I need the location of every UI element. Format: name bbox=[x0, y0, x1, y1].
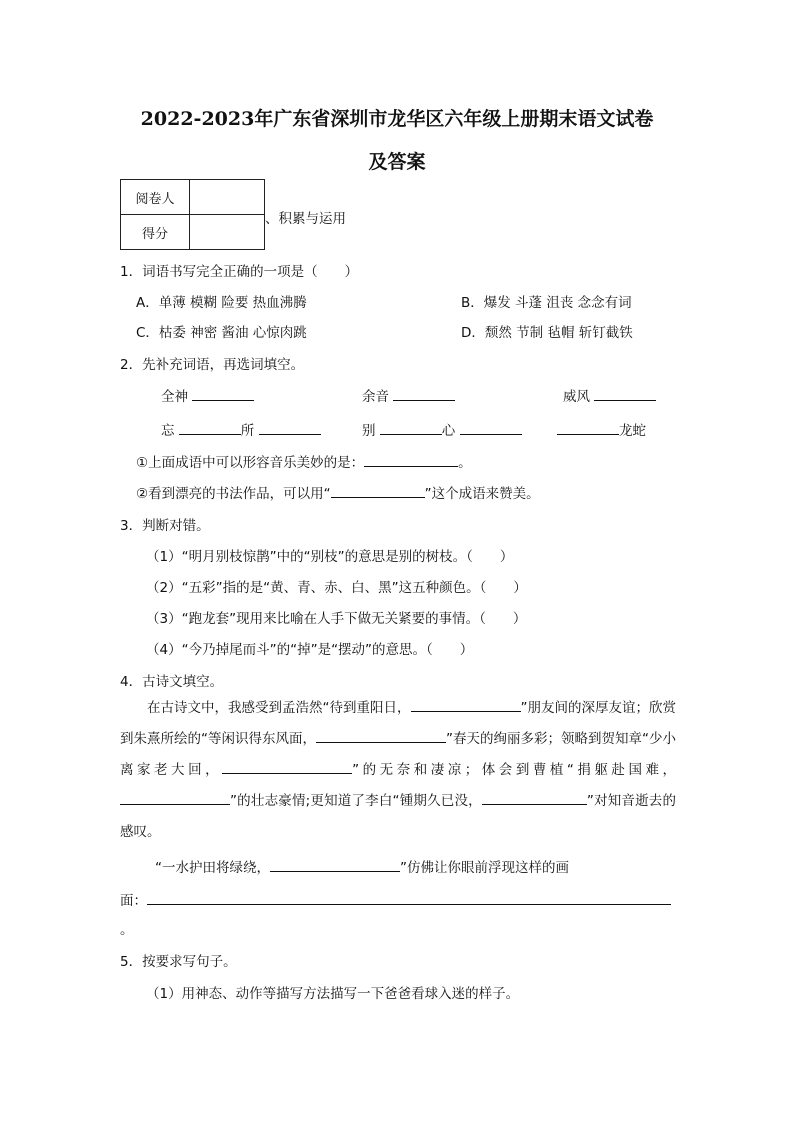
q2-sentence-1 bbox=[136, 451, 472, 471]
q1-option-b[interactable]: B．爆发 斗蓬 沮丧 念念有词 bbox=[461, 295, 632, 311]
q2-word-1 bbox=[161, 385, 254, 405]
q2-sentence-1-text: ①上面成语中可以形容音乐美妙的是： bbox=[136, 455, 365, 471]
exam-title-line-1: 2022-2023年广东省深圳市龙华区六年级上册期末语文试卷 bbox=[140, 108, 654, 130]
q2-sentence-2-text: ②看到漂亮的书法作品，可以用“ bbox=[136, 486, 331, 502]
q1-option-d[interactable]: D．颓然 节制 毡帽 斩钉截铁 bbox=[461, 325, 633, 341]
q2-sentence-1-blank[interactable] bbox=[364, 452, 458, 467]
q4-poem-line bbox=[155, 856, 569, 876]
q4-picture-label: 面： bbox=[120, 893, 147, 909]
q2-blank-4b[interactable] bbox=[259, 420, 321, 435]
q2-word-1-text: 全神 bbox=[161, 389, 188, 405]
q4-text-1: 在古诗文中，我感受到孟浩然“待到重阳日， bbox=[147, 700, 411, 716]
q4-stem: 4．古诗文填空。 bbox=[120, 674, 224, 690]
q4-blank-3[interactable] bbox=[222, 759, 352, 774]
q2-word-4 bbox=[161, 419, 321, 439]
q4-blank-2[interactable] bbox=[316, 728, 446, 743]
q4-blank-1[interactable] bbox=[411, 697, 521, 712]
q3-item-4: （4）“今乃掉尾而斗”的“掉”是“摆动”的意思。（ ） bbox=[146, 642, 474, 658]
q2-word-3 bbox=[563, 385, 656, 405]
reviewer-cell[interactable] bbox=[190, 180, 265, 215]
q4-poem-text-end: ”仿佛让你眼前浮现这样的画 bbox=[400, 860, 569, 876]
q4-text-6: ”对知音逝去的感叹。 bbox=[120, 793, 676, 840]
q4-poem-text: “一水护田将绿绕， bbox=[155, 860, 270, 876]
q2-sentence-2 bbox=[136, 482, 540, 502]
q4-text-2: ”朋友间的深厚友谊；欣赏到朱熹所绘的“等闲识得东风面， bbox=[120, 700, 676, 747]
q2-word-2 bbox=[362, 385, 455, 405]
q2-blank-6[interactable] bbox=[557, 420, 619, 435]
q3-item-3: （3）“跑龙套”现用来比喻在人手下做无关紧要的事情。（ ） bbox=[146, 611, 527, 627]
q2-blank-5b[interactable] bbox=[460, 420, 522, 435]
q2-sentence-1-end: 。 bbox=[458, 455, 472, 471]
score-table bbox=[120, 179, 265, 250]
q4-picture-blank[interactable] bbox=[147, 890, 671, 905]
score-label: 得分 bbox=[121, 215, 190, 250]
q2-stem: 2．先补充词语，再选词填空。 bbox=[120, 357, 305, 373]
q2-blank-1[interactable] bbox=[192, 386, 254, 401]
q2-word-3-text: 威风 bbox=[563, 389, 590, 405]
q4-text-5: ”的壮志豪情;更知道了李白“锺期久已没， bbox=[230, 793, 482, 809]
q2-blank-2[interactable] bbox=[393, 386, 455, 401]
q2-word-5 bbox=[362, 419, 522, 439]
q2-word-5-part-a: 别 bbox=[362, 423, 376, 439]
q3-item-2: （2）“五彩”指的是“黄、青、赤、白、黑”这五种颜色。（ ） bbox=[146, 580, 527, 596]
q2-blank-4a[interactable] bbox=[179, 420, 241, 435]
q4-text-4: ”的无奈和凄凉；体会到曹植“捐躯赴国难， bbox=[352, 762, 676, 778]
q1-option-c[interactable]: C．枯委 神密 酱油 心惊肉跳 bbox=[136, 325, 307, 341]
q3-item-1: （1）“明月别枝惊鹊”中的“别枝”的意思是别的树枝。（ ） bbox=[146, 549, 514, 565]
score-cell[interactable] bbox=[190, 215, 265, 250]
reviewer-label: 阅卷人 bbox=[121, 180, 190, 215]
q2-word-4-part-a: 忘 bbox=[161, 423, 175, 439]
q5-item-1: （1）用神态、动作等描写方法描写一下爸爸看球入迷的样子。 bbox=[146, 986, 520, 1002]
q4-text-3: ”春天的绚丽多彩；领略到贺知章“少小离家老大回， bbox=[120, 731, 676, 778]
q3-stem: 3．判断对错。 bbox=[120, 518, 210, 534]
q1-option-a[interactable]: A．单薄 模糊 险要 热血沸腾 bbox=[136, 295, 307, 311]
q2-sentence-2-end: ”这个成语来赞美。 bbox=[424, 486, 540, 502]
q2-word-4-part-b: 所 bbox=[240, 423, 255, 439]
q4-picture-line bbox=[120, 889, 671, 909]
q2-word-5-part-b: 心 bbox=[441, 423, 456, 439]
q2-sentence-2-blank[interactable] bbox=[331, 483, 425, 498]
q4-blank-5[interactable] bbox=[482, 790, 587, 805]
q4-blank-4[interactable] bbox=[120, 790, 230, 805]
q2-word-6-text: 龙蛇 bbox=[619, 423, 646, 439]
q4-poem-blank[interactable] bbox=[270, 857, 400, 872]
q5-stem: 5．按要求写句子。 bbox=[120, 954, 237, 970]
q2-word-2-text: 余音 bbox=[362, 389, 389, 405]
q2-blank-5a[interactable] bbox=[380, 420, 442, 435]
q4-period: 。 bbox=[120, 922, 134, 938]
q2-word-6 bbox=[557, 419, 646, 439]
section-heading: 、积累与运用 bbox=[265, 211, 346, 227]
q2-blank-3[interactable] bbox=[594, 386, 656, 401]
q1-stem: 1．词语书写完全正确的一项是（ ） bbox=[120, 264, 359, 280]
q4-paragraph bbox=[120, 693, 676, 848]
exam-title-line-2: 及答案 bbox=[368, 151, 426, 173]
